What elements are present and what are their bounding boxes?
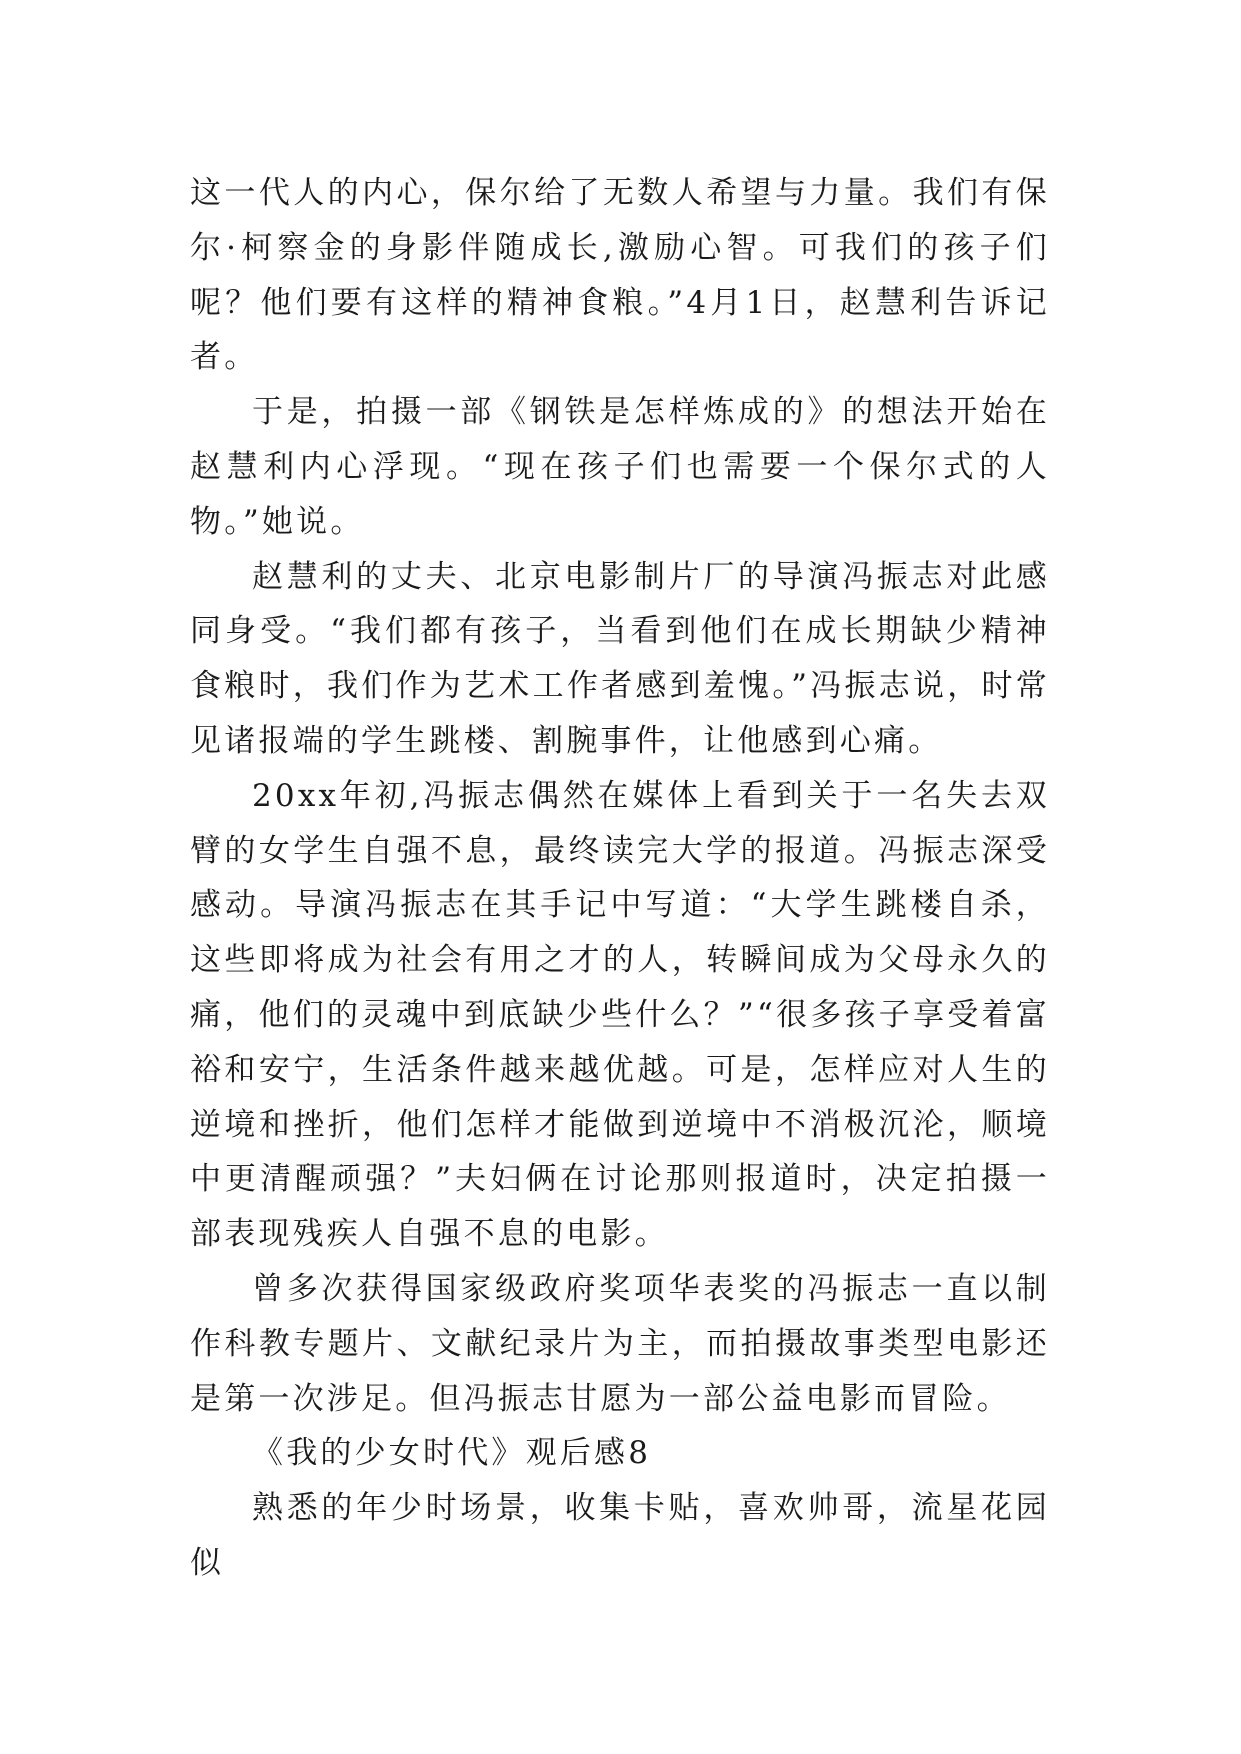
document-body [190, 166, 1050, 1591]
paragraph: 赵慧利的丈夫、北京电影制片厂的导演冯振志对此感同身受。“我们都有孩子，当看到他们在成长期缺少精神食粮时，我们作为艺术工作者感到羞愧。”冯振志说，时常见诸报端的学生跳楼、割腕事件，让他感到心痛。 [190, 558, 1050, 759]
paragraph: 曾多次获得国家级政府奖项华表奖的冯振志一直以制作科教专题片、文献纪录片为主，而拍摄故事类型电影还是第一次涉足。但冯振志甘愿为一部公益电影而冒险。 [190, 1270, 1050, 1417]
paragraph: 20xx年初,冯振志偶然在媒体上看到关于一名失去双臂的女学生自强不息，最终读完大学的报道。冯振志深受感动。导演冯振志在其手记中写道：“大学生跳楼自杀，这些即将成为社会有用之才的人，转瞬间成为父母永久的痛，他们的灵魂中到底缺少些什么？”“很多孩子享受着富裕和安宁，生活条件越来越优越。可是，怎样应对人生的逆境和挫折，他们怎样才能做到逆境中不消极沉沦，顺境中更清醒顽强？”夫妇俩在讨论那则报道时，决定拍摄一部表现残疾人自强不息的电影。 [190, 777, 1050, 1253]
paragraph: 于是，拍摄一部《钢铁是怎样炼成的》的想法开始在赵慧利内心浮现。“现在孩子们也需要一个保尔式的人物。”她说。 [190, 394, 1050, 540]
paragraph: 熟悉的年少时场景，收集卡贴，喜欢帅哥，流星花园似 [190, 1490, 1050, 1581]
section-heading: 《我的少女时代》观后感8 [252, 1435, 652, 1472]
paragraph-continuation: 这一代人的内心，保尔给了无数人希望与力量。我们有保尔·柯察金的身影伴随成长,激励心智。可我们的孩子们呢？他们要有这样的精神食粮。”4月1日，赵慧利告诉记者。 [190, 175, 1050, 376]
